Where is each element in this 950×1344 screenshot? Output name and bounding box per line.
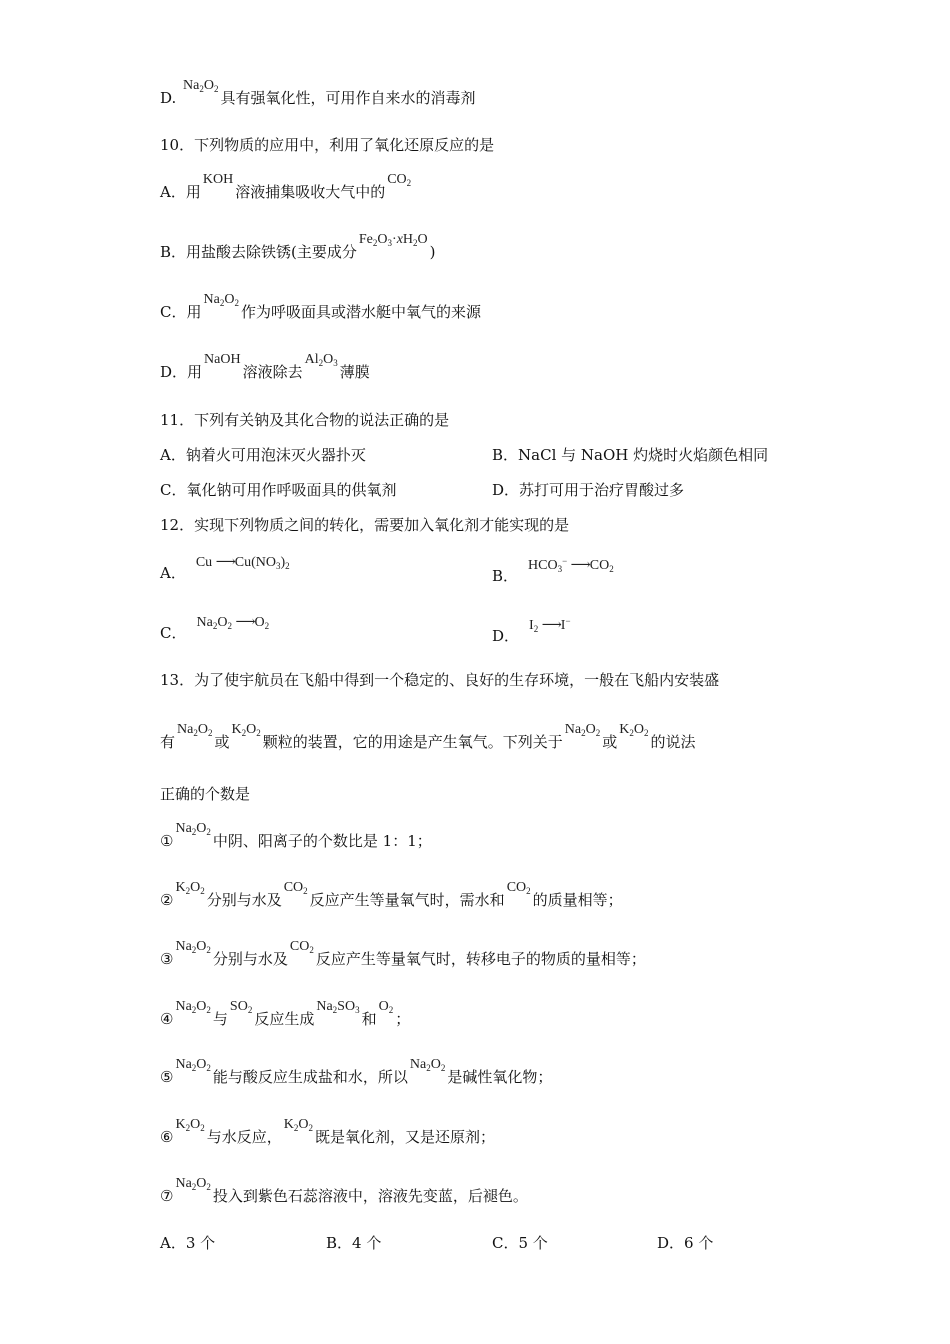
q12-option-d[interactable]	[492, 616, 571, 651]
statement-text: 的质量相等；	[532, 891, 623, 909]
statement-number: ⑥	[160, 1128, 174, 1146]
formula-so2: $SO_2$	[229, 999, 253, 1015]
statement-text: 能与酸反应生成盐和水，所以	[212, 1068, 408, 1086]
q12-option-c[interactable]	[160, 615, 270, 648]
q13-statement-7	[160, 1176, 528, 1211]
q13-stem-line3: 正确的个数是	[160, 785, 251, 803]
formula-na2o2: $Na_2O_2$	[175, 1176, 211, 1192]
statement-number: ⑤	[160, 1068, 174, 1086]
option-text: B．用盐酸去除铁锈(主要成分	[160, 243, 357, 261]
statement-number: ⑦	[160, 1187, 174, 1205]
q10-option-b[interactable]	[160, 232, 436, 267]
q12-stem: 12．实现下列物质之间的转化，需要加入氧化剂才能实现的是	[160, 516, 570, 534]
text: 或	[602, 733, 618, 751]
text: 有	[160, 733, 176, 751]
q13-option-d[interactable]: D．6 个	[657, 1234, 714, 1252]
statement-number: ④	[160, 1010, 174, 1028]
statement-text: 反应生成	[254, 1010, 315, 1028]
q13-statement-6	[160, 1117, 495, 1152]
option-text-end: )	[429, 243, 436, 261]
q13-stem-line2	[160, 722, 696, 757]
q13-statement-2	[160, 880, 623, 915]
statement-text: 是碱性氧化物；	[447, 1068, 553, 1086]
formula-o2: $O_2$	[378, 999, 394, 1015]
q11-option-a[interactable]: A．钠着火可用泡沫灭火器扑灭	[160, 446, 366, 464]
formula-k2o2: $K_2O_2$	[175, 880, 205, 896]
option-text: 具有强氧化性，可用作自来水的消毒剂	[220, 89, 476, 107]
formula-na2so3: $Na_2SO_3$	[316, 999, 360, 1015]
option-label: B．	[492, 567, 519, 585]
formula-na2o2: $Na_2O_2$	[175, 1057, 211, 1073]
statement-text: 分别与水及	[206, 891, 282, 909]
statement-text: 既是氧化剂，又是还原剂；	[314, 1128, 495, 1146]
statement-text: ；	[395, 1010, 411, 1028]
formula-na2o2: $Na_2O_2$	[409, 1057, 446, 1073]
equation-hco3-to-co2: $HCO_3^-$ $⟶CO_2$	[528, 556, 614, 574]
formula-na2o2: $Na_2O_2$	[175, 821, 211, 837]
q9-option-d[interactable]	[160, 78, 476, 113]
formula-na2o2: $Na_2O_2$	[177, 722, 213, 738]
q13-stem-line1: 13．为了使宇航员在飞船中得到一个稳定的、良好的生存环境，一般在飞船内安装盛	[160, 671, 720, 689]
statement-number: ①	[160, 832, 174, 850]
q10-option-a[interactable]	[160, 172, 413, 207]
q12-option-b[interactable]	[492, 556, 614, 591]
statement-text: 反应产生等量氧气时，转移电子的物质的量相等；	[315, 950, 646, 968]
q10-stem: 10．下列物质的应用中，利用了氧化还原反应的是	[160, 136, 495, 154]
option-text: 溶液除去	[242, 363, 303, 381]
option-label: D．	[492, 627, 520, 645]
statement-text: 投入到紫色石蕊溶液中，溶液先变蓝，后褪色。	[212, 1187, 528, 1205]
formula-k2o2: $K_2O_2$	[619, 722, 649, 738]
option-text-end: 薄膜	[339, 363, 370, 381]
equation-na2o2-to-o2: $Na_2O_2$ $⟶O_2$	[196, 615, 270, 631]
q11-stem: 11．下列有关钠及其化合物的说法正确的是	[160, 411, 450, 429]
option-label: A．用	[160, 183, 201, 201]
formula-na2o2: $Na_2O_2$	[175, 939, 211, 955]
text: 的说法	[650, 733, 696, 751]
option-text: 溶液捕集吸收大气中的	[235, 183, 386, 201]
statement-number: ②	[160, 891, 174, 909]
formula-na2o2: $Na_2O_2$	[203, 292, 239, 308]
text: 颗粒的装置，它的用途是产生氧气。下列关于	[262, 733, 563, 751]
q13-statement-3	[160, 939, 646, 974]
formula-naoh: NaOH	[204, 352, 241, 367]
equation-cu-to-cuno3: Cu $⟶Cu(NO_3)_2$	[195, 555, 290, 571]
formula-co2: $CO_2$	[283, 880, 308, 896]
q13-option-a[interactable]: A．3 个	[160, 1234, 216, 1252]
formula-fe2o3-xh2o: $Fe_2O_3\cdot xH_2O$	[358, 232, 428, 248]
formula-na2o2: $Na_2O_2$	[175, 999, 211, 1015]
option-text: 作为呼吸面具或潜水艇中氧气的来源	[240, 303, 481, 321]
option-label: C．用	[160, 303, 202, 321]
formula-k2o2: $K_2O_2$	[175, 1117, 205, 1133]
statement-text: 与水反应，	[206, 1128, 282, 1146]
option-label: C．	[160, 624, 187, 642]
text: 或	[214, 733, 230, 751]
formula-na2o2: $Na_2O_2$	[564, 722, 601, 738]
q11-option-b[interactable]: B．NaCl 与 NaOH 灼烧时火焰颜色相同	[492, 446, 769, 464]
statement-text: 和	[361, 1010, 377, 1028]
q13-statement-4	[160, 999, 411, 1034]
q10-option-c[interactable]	[160, 292, 481, 327]
q13-statement-1	[160, 821, 432, 856]
statement-number: ③	[160, 950, 174, 968]
formula-co2: $CO_2$	[387, 172, 412, 188]
formula-na2o2: $Na_2O_2$	[183, 78, 219, 94]
option-label: D．用	[160, 363, 203, 381]
q12-option-a[interactable]	[160, 555, 290, 588]
formula-koh: KOH	[202, 172, 234, 187]
equation-i2-to-i-minus: $I_2$ ⟶I−	[529, 616, 571, 634]
q13-option-b[interactable]: B．4 个	[326, 1234, 382, 1252]
statement-text: 中阴、阳离子的个数比是 1：1；	[212, 832, 432, 850]
option-label: D.	[160, 89, 177, 107]
statement-text: 分别与水及	[212, 950, 288, 968]
formula-co2: $CO_2$	[506, 880, 531, 896]
formula-k2o2: $K_2O_2$	[231, 722, 261, 738]
q11-option-d[interactable]: D．苏打可用于治疗胃酸过多	[492, 481, 685, 499]
option-label: A．	[160, 564, 186, 582]
q10-option-d[interactable]	[160, 352, 370, 387]
formula-k2o2: $K_2O_2$	[283, 1117, 313, 1133]
statement-text: 反应产生等量氧气时，需水和	[309, 891, 505, 909]
statement-text: 与	[212, 1010, 228, 1028]
q13-statement-5	[160, 1057, 553, 1092]
q11-option-c[interactable]: C．氧化钠可用作呼吸面具的供氧剂	[160, 481, 397, 499]
formula-co2: $CO_2$	[289, 939, 314, 955]
q13-option-c[interactable]: C．5 个	[492, 1234, 548, 1252]
formula-al2o3: $Al_2O_3$	[304, 352, 338, 368]
